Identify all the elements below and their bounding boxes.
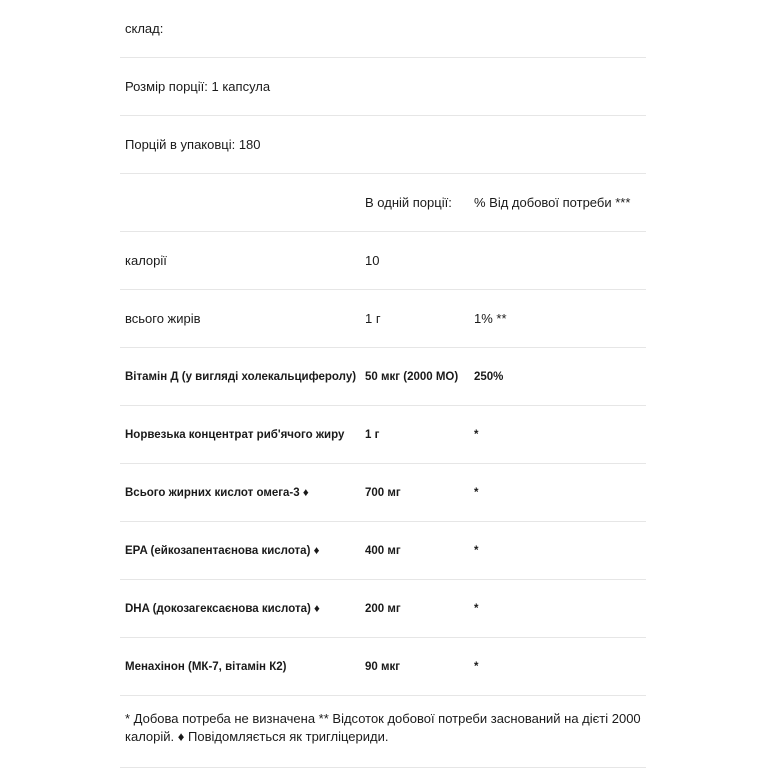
column-header-row [120, 174, 646, 232]
nutrition-table [120, 0, 646, 696]
table-row [120, 638, 646, 696]
table-row [120, 290, 646, 348]
serving-size-text: Розмір порції: 1 капсула [125, 79, 271, 94]
nutrient-name: Всього жирних кислот омега-3 ♦ [125, 486, 309, 499]
nutrient-dv: * [474, 544, 479, 557]
nutrient-name: EPA (ейкозапентаєнова кислота) ♦ [125, 544, 320, 557]
daily-value-header: % Від добової потреби *** [474, 195, 631, 210]
nutrient-amount: 1 г [365, 311, 381, 326]
servings-per-container-row [120, 116, 646, 174]
nutrient-name: Норвезька концентрат риб'ячого жиру [125, 428, 345, 441]
nutrient-name: Вітамін Д (у вигляді холекальциферолу) [125, 370, 357, 383]
nutrient-amount: 1 г [365, 428, 380, 441]
nutrient-amount: 400 мг [365, 544, 401, 557]
nutrient-amount: 10 [365, 253, 380, 268]
per-serving-header: В одній порції: [365, 195, 452, 210]
footnote-text: * Добова потреба не визначена ** Відсоток добової потреби заснований на дієті 2000 калорій. ♦ Повідомляється як тригліцериди. [125, 711, 641, 744]
nutrient-dv: * [474, 602, 479, 615]
serving-size-row [120, 58, 646, 116]
table-row [120, 464, 646, 522]
nutrient-amount: 50 мкг (2000 МО) [365, 370, 459, 383]
table-row [120, 348, 646, 406]
nutrient-dv: * [474, 428, 479, 441]
nutrient-amount: 90 мкг [365, 660, 401, 673]
table-row [120, 406, 646, 464]
nutrient-name: DHA (докозагексаєнова кислота) ♦ [125, 602, 320, 615]
nutrient-name: всього жирів [125, 311, 201, 326]
composition-label: склад: [125, 21, 164, 36]
nutrient-dv: * [474, 486, 479, 499]
composition-row [120, 0, 646, 58]
table-row [120, 580, 646, 638]
nutrient-dv: * [474, 660, 479, 673]
nutrient-dv: 1% ** [474, 311, 507, 326]
nutrient-amount: 200 мг [365, 602, 401, 615]
nutrient-name: калорії [125, 253, 167, 268]
nutrient-name: Менахінон (МК-7, вітамін К2) [125, 660, 287, 673]
nutrient-dv: 250% [474, 370, 504, 383]
servings-per-container-text: Порцій в упаковці: 180 [125, 137, 261, 152]
nutrient-amount: 700 мг [365, 486, 401, 499]
table-row [120, 232, 646, 290]
table-row [120, 522, 646, 580]
